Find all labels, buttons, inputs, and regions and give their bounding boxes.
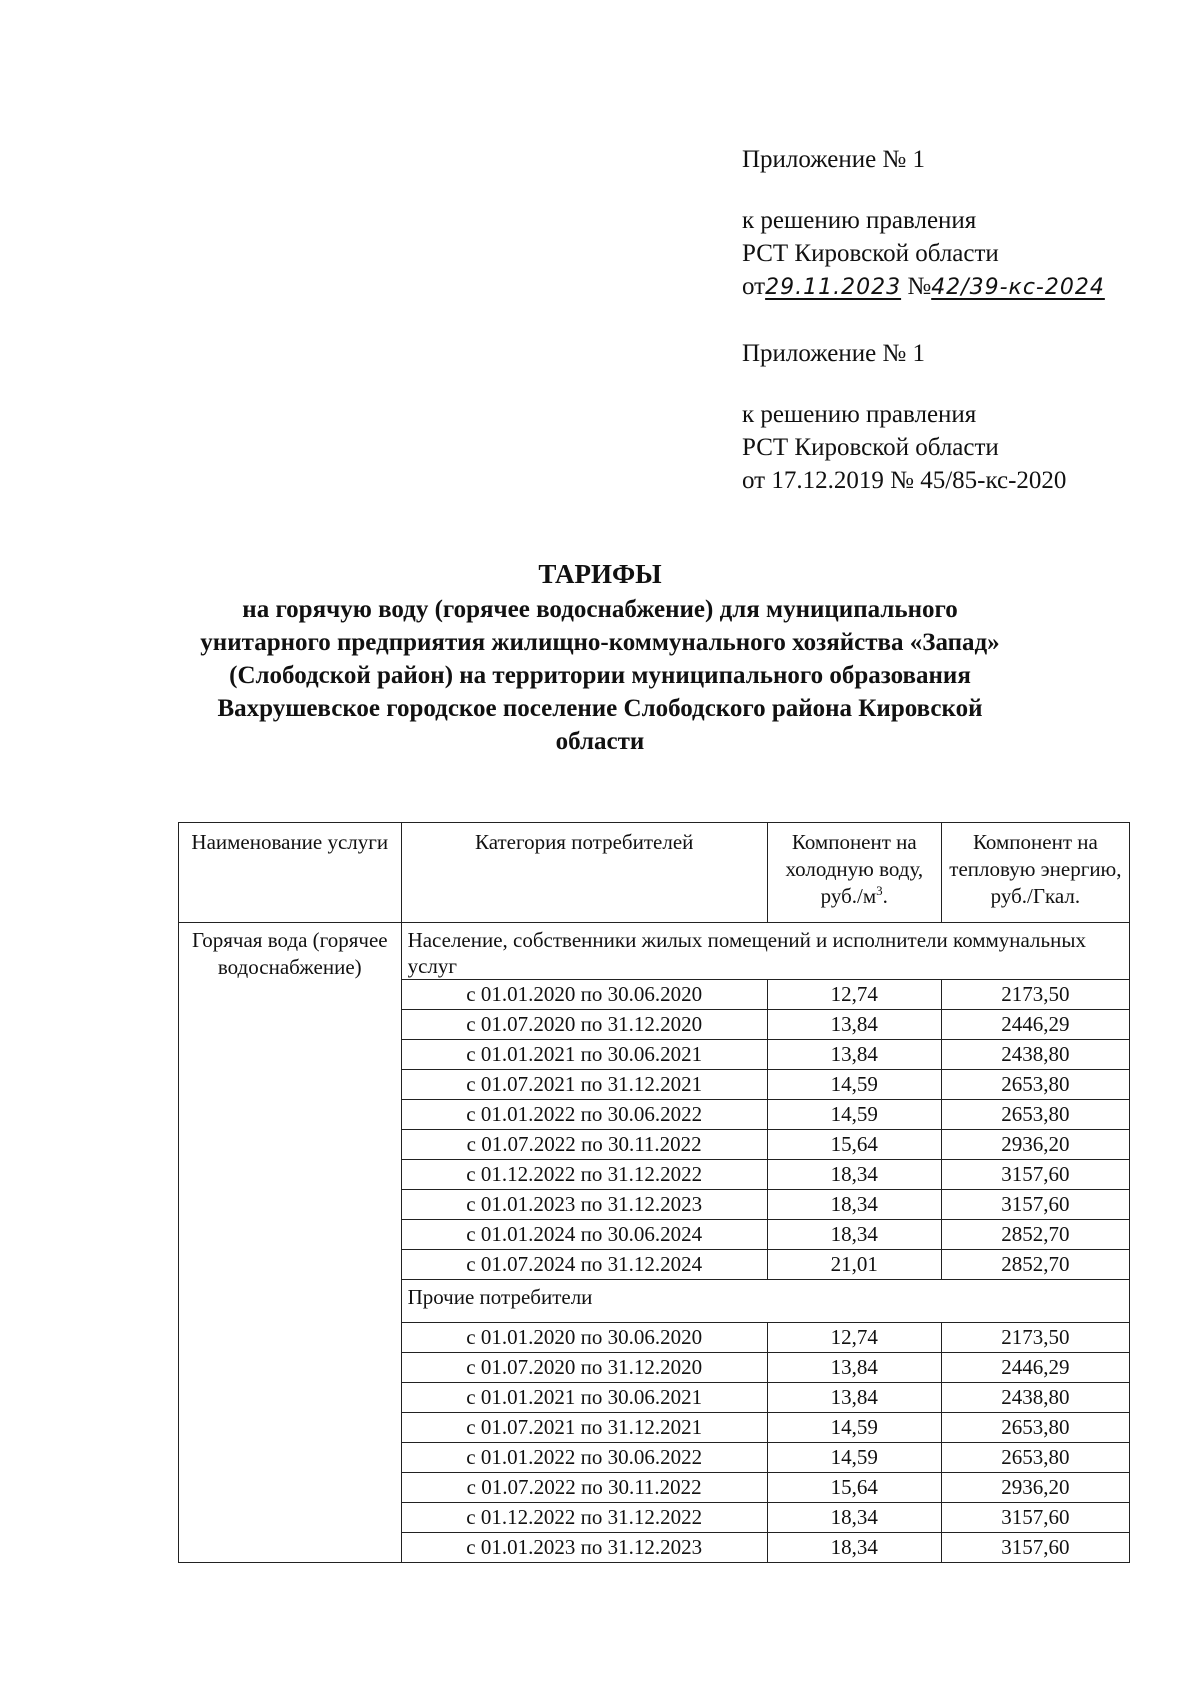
cold-water-cell: 13,84 — [767, 1353, 941, 1383]
date-prefix: от — [742, 273, 766, 300]
period-cell: с 01.07.2022 по 30.11.2022 — [401, 1130, 767, 1160]
header-service: Наименование услуги — [179, 823, 402, 923]
cold-water-cell: 18,34 — [767, 1503, 941, 1533]
cold-water-cell: 18,34 — [767, 1190, 941, 1220]
category-label: Население, собственники жилых помещений и исполнители коммунальных услуг — [401, 923, 1129, 980]
heat-cell: 2653,80 — [941, 1413, 1129, 1443]
heat-cell: 2438,80 — [941, 1040, 1129, 1070]
heat-cell: 2173,50 — [941, 1323, 1129, 1353]
heat-cell: 3157,60 — [941, 1190, 1129, 1220]
header-category: Категория потребителей — [401, 823, 767, 923]
header-cold-water — [767, 823, 941, 923]
cold-water-cell: 12,74 — [767, 1323, 941, 1353]
heat-cell: 3157,60 — [941, 1160, 1129, 1190]
heat-cell: 2446,29 — [941, 1010, 1129, 1040]
heat-cell: 3157,60 — [941, 1503, 1129, 1533]
appendix-previous — [742, 337, 1066, 497]
period-cell: с 01.01.2021 по 30.06.2021 — [401, 1040, 767, 1070]
period-cell: с 01.01.2022 по 30.06.2022 — [401, 1100, 767, 1130]
heat-cell: 2173,50 — [941, 980, 1129, 1010]
category-row — [179, 923, 1130, 980]
period-cell: с 01.12.2022 по 31.12.2022 — [401, 1503, 767, 1533]
heat-cell: 2653,80 — [941, 1443, 1129, 1473]
appendix-current-title: Приложение № 1 — [742, 146, 926, 173]
heat-cell: 2653,80 — [941, 1100, 1129, 1130]
cold-water-cell: 18,34 — [767, 1220, 941, 1250]
cold-water-cell: 15,64 — [767, 1130, 941, 1160]
period-cell: с 01.01.2023 по 31.12.2023 — [401, 1533, 767, 1563]
period-cell: с 01.01.2023 по 31.12.2023 — [401, 1190, 767, 1220]
tariff-table — [178, 822, 1130, 1563]
appendix-current-line1: к решению правления — [742, 207, 977, 234]
table-header-row — [179, 823, 1130, 923]
period-cell: с 01.07.2024 по 31.12.2024 — [401, 1250, 767, 1280]
cold-water-cell: 12,74 — [767, 980, 941, 1010]
header-heat: Компонент на тепловую энергию, руб./Гкал. — [941, 823, 1129, 923]
period-cell: с 01.01.2022 по 30.06.2022 — [401, 1443, 767, 1473]
appendix-previous-line3: от 17.12.2019 № 45/85-кс-2020 — [742, 467, 1067, 494]
title-line: на горячую воду (горячее водоснабжение) для муниципального — [242, 596, 958, 623]
title-heading: ТАРИФЫ — [538, 559, 662, 589]
heat-cell: 2438,80 — [941, 1383, 1129, 1413]
title-line: области — [555, 728, 645, 755]
document-title — [150, 558, 1050, 758]
cold-water-cell: 13,84 — [767, 1383, 941, 1413]
period-cell: с 01.07.2020 по 31.12.2020 — [401, 1353, 767, 1383]
header-cold-water-sup: 3 — [876, 883, 883, 898]
heat-cell: 2852,70 — [941, 1250, 1129, 1280]
appendix-previous-line1: к решению правления — [742, 401, 977, 428]
cold-water-cell: 13,84 — [767, 1040, 941, 1070]
period-cell: с 01.07.2022 по 30.11.2022 — [401, 1473, 767, 1503]
service-name: Горячая вода (горячее водоснабжение) — [179, 923, 402, 1563]
appendix-previous-line2: РСТ Кировской области — [742, 434, 999, 461]
title-line: унитарного предприятия жилищно-коммунального хозяйства «Запад» — [200, 629, 1000, 656]
table-body — [179, 923, 1130, 1563]
cold-water-cell: 14,59 — [767, 1413, 941, 1443]
cold-water-cell: 18,34 — [767, 1160, 941, 1190]
appendix-previous-title: Приложение № 1 — [742, 340, 926, 367]
period-cell: с 01.07.2021 по 31.12.2021 — [401, 1070, 767, 1100]
heat-cell: 3157,60 — [941, 1533, 1129, 1563]
cold-water-cell: 14,59 — [767, 1070, 941, 1100]
cold-water-cell: 18,34 — [767, 1533, 941, 1563]
period-cell: с 01.01.2020 по 30.06.2020 — [401, 1323, 767, 1353]
cold-water-cell: 15,64 — [767, 1473, 941, 1503]
heat-cell: 2446,29 — [941, 1353, 1129, 1383]
cold-water-cell: 21,01 — [767, 1250, 941, 1280]
cold-water-cell: 14,59 — [767, 1443, 941, 1473]
heat-cell: 2653,80 — [941, 1070, 1129, 1100]
period-cell: с 01.12.2022 по 31.12.2022 — [401, 1160, 767, 1190]
period-cell: с 01.07.2020 по 31.12.2020 — [401, 1010, 767, 1040]
title-line: (Слободской район) на территории муниципального образования — [229, 662, 971, 689]
category-label: Прочие потребители — [401, 1280, 1129, 1323]
cold-water-cell: 13,84 — [767, 1010, 941, 1040]
heat-cell: 2852,70 — [941, 1220, 1129, 1250]
appendix-current-line2: РСТ Кировской области — [742, 240, 999, 267]
period-cell: с 01.01.2021 по 30.06.2021 — [401, 1383, 767, 1413]
handwritten-number: 42/39-кс-2024 — [931, 275, 1105, 300]
appendix-current — [742, 143, 1105, 304]
period-cell: с 01.01.2020 по 30.06.2020 — [401, 980, 767, 1010]
title-line: Вахрушевское городское поселение Слободского района Кировской — [217, 695, 983, 722]
handwritten-date: 29.11.2023 — [765, 275, 902, 300]
heat-cell: 2936,20 — [941, 1130, 1129, 1160]
cold-water-cell: 14,59 — [767, 1100, 941, 1130]
header-cold-water-tail: . — [882, 884, 888, 908]
period-cell: с 01.01.2024 по 30.06.2024 — [401, 1220, 767, 1250]
header-cold-water-text: Компонент на холодную воду, руб./м — [785, 830, 924, 908]
number-prefix: № — [907, 273, 932, 300]
heat-cell: 2936,20 — [941, 1473, 1129, 1503]
appendix-current-date-line — [742, 270, 1105, 304]
period-cell: с 01.07.2021 по 31.12.2021 — [401, 1413, 767, 1443]
